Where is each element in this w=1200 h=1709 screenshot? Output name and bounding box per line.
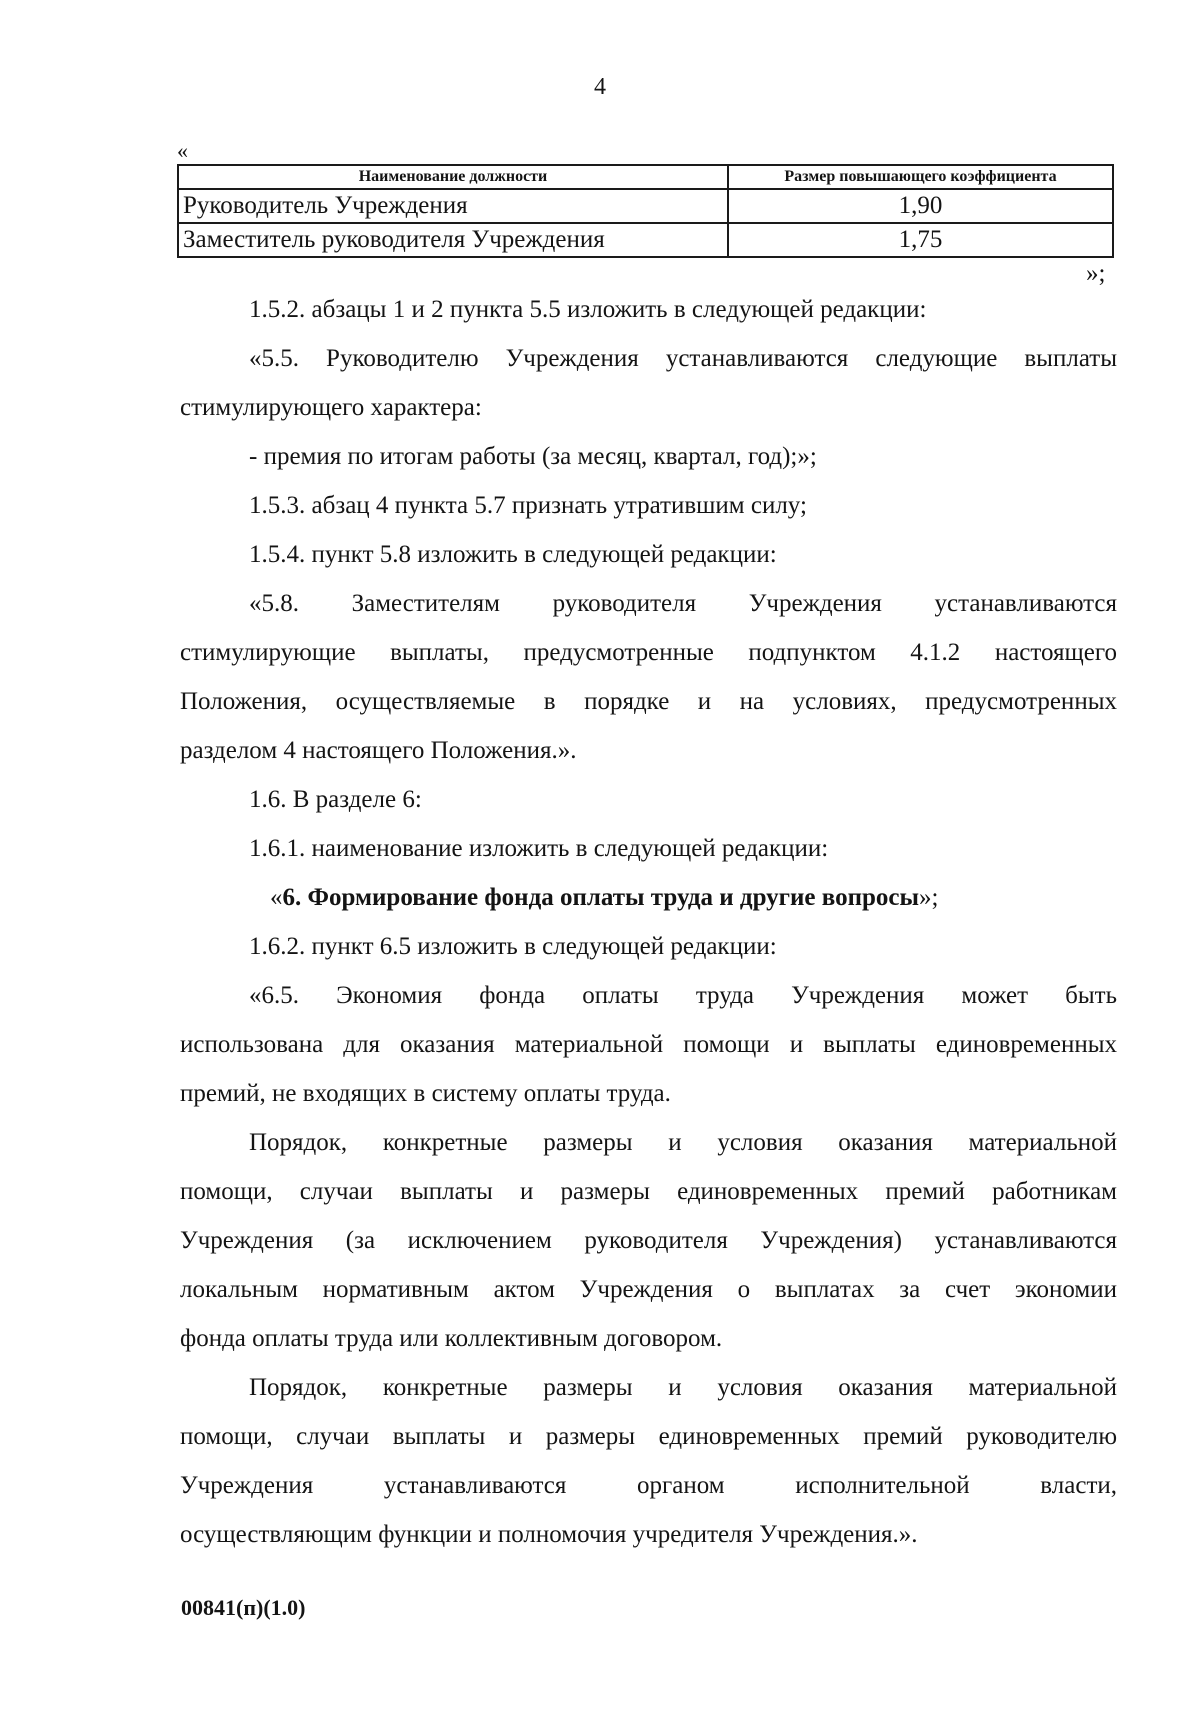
text-line: «6.5. Экономия фонда оплаты труда Учреждения может быть xyxy=(249,982,1117,1009)
page-number: 4 xyxy=(594,74,606,100)
position-name: Руководитель Учреждения xyxy=(178,189,728,223)
text-line: 1.5.4. пункт 5.8 изложить в следующей редакции: xyxy=(249,541,777,568)
text-line: Порядок, конкретные размеры и условия оказания материальной xyxy=(249,1129,1117,1156)
text-line: 1.6.2. пункт 6.5 изложить в следующей редакции: xyxy=(249,933,777,960)
coefficient-value: 1,90 xyxy=(728,189,1113,223)
section-heading-line xyxy=(270,883,938,913)
text-line: помощи, случаи выплаты и размеры единовременных премий руководителю xyxy=(180,1423,1117,1450)
text-line: использована для оказания материальной помощи и выплаты единовременных xyxy=(180,1031,1117,1058)
text-line: «5.8. Заместителям руководителя Учреждения устанавливаются xyxy=(249,590,1117,617)
text-line: премий, не входящих в систему оплаты труда. xyxy=(180,1080,671,1107)
document-code: 00841(п)(1.0) xyxy=(181,1595,306,1620)
text-line: Учреждения (за исключением руководителя Учреждения) устанавливаются xyxy=(180,1227,1117,1254)
text-line: 1.6. В разделе 6: xyxy=(249,786,422,813)
section-heading: 6. Формирование фонда оплаты труда и другие вопросы xyxy=(282,884,920,911)
text-line: Положения, осуществляемые в порядке и на условиях, предусмотренных xyxy=(180,688,1117,715)
text-line: разделом 4 настоящего Положения.». xyxy=(180,737,577,764)
text-line: стимулирующего характера: xyxy=(180,394,482,421)
table-close-quote: »; xyxy=(1086,260,1106,287)
table-header-row xyxy=(178,165,1113,189)
text-line: помощи, случаи выплаты и размеры единовременных премий работникам xyxy=(180,1178,1117,1205)
text-line: стимулирующие выплаты, предусмотренные подпунктом 4.1.2 настоящего xyxy=(180,639,1117,666)
text-line: «5.5. Руководителю Учреждения устанавливаются следующие выплаты xyxy=(249,345,1117,372)
heading-open-quote: « xyxy=(270,884,283,911)
text-line: - премия по итогам работы (за месяц, квартал, год);»; xyxy=(249,443,817,470)
table-row xyxy=(178,223,1113,257)
text-line: 1.6.1. наименование изложить в следующей редакции: xyxy=(249,835,829,862)
text-line: 1.5.3. абзац 4 пункта 5.7 признать утратившим силу; xyxy=(249,492,807,519)
text-line: локальным нормативным актом Учреждения о выплатах за счет экономии xyxy=(180,1276,1117,1303)
coefficient-value: 1,75 xyxy=(728,223,1113,257)
table-open-quote: « xyxy=(177,138,188,163)
coefficient-table xyxy=(177,164,1114,258)
text-line: осуществляющим функции и полномочия учредителя Учреждения.». xyxy=(180,1521,918,1548)
table-row xyxy=(178,189,1113,223)
header-coefficient: Размер повышающего коэффициента xyxy=(728,165,1113,189)
text-line: Порядок, конкретные размеры и условия оказания материальной xyxy=(249,1374,1117,1401)
header-position-name: Наименование должности xyxy=(178,165,728,189)
text-line: 1.5.2. абзацы 1 и 2 пункта 5.5 изложить в следующей редакции: xyxy=(249,296,927,323)
heading-close-quote: »; xyxy=(919,884,939,911)
position-name: Заместитель руководителя Учреждения xyxy=(178,223,728,257)
text-line: Учреждения устанавливаются органом исполнительной власти, xyxy=(180,1472,1117,1499)
text-line: фонда оплаты труда или коллективным договором. xyxy=(180,1325,723,1352)
